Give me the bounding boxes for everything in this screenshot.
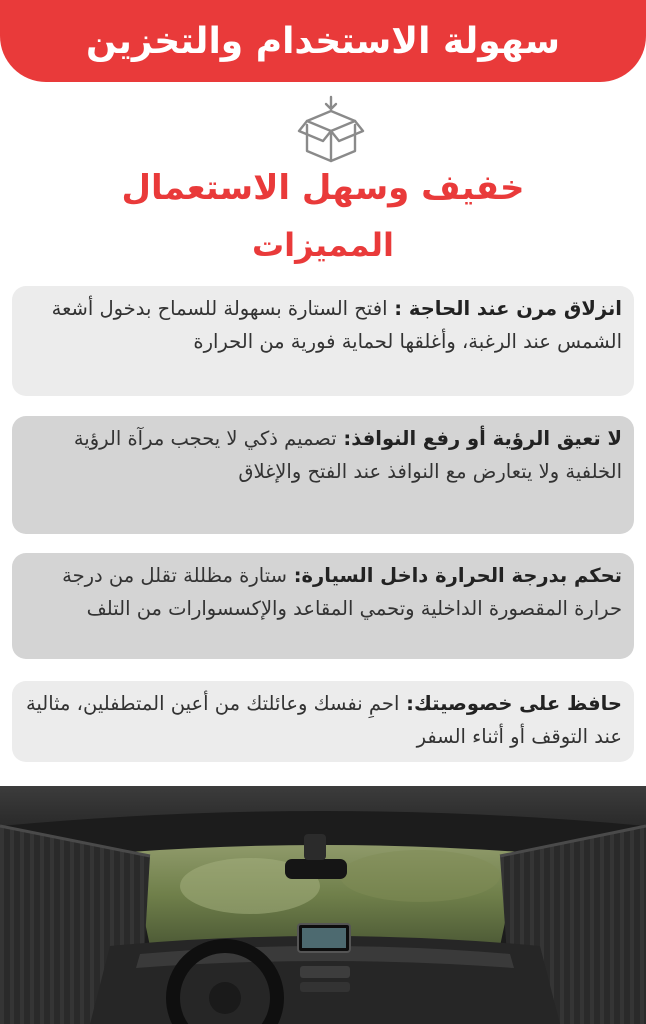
car-interior-photo xyxy=(0,786,646,1024)
features-heading: المميزات xyxy=(252,226,394,264)
feature-card xyxy=(12,416,634,534)
header-title: سهولة الاستخدام والتخزين xyxy=(85,20,561,62)
feature-card xyxy=(12,553,634,659)
feature-body: افتح الستارة بسهولة للسماح بدخول أشعة الشمس عند الرغبة، وأغلقها لحماية فورية من الحرارة xyxy=(51,297,622,353)
feature-title: انزلاق مرن عند الحاجة : xyxy=(387,297,622,320)
headline: خفيف وسهل الاستعمال xyxy=(121,168,525,208)
feature-card xyxy=(12,286,634,396)
feature-body: احمِ نفسك وعائلتك من أعين المتطفلين، مثالية عند التوقف أو أثناء السفر xyxy=(25,692,622,748)
feature-card xyxy=(12,681,634,762)
feature-body: تصميم ذكي لا يحجب مرآة الرؤية الخلفية ولا يتعارض مع النوافذ عند الفتح والإغلاق xyxy=(73,427,622,483)
feature-title: تحكم بدرجة الحرارة داخل السيارة: xyxy=(286,564,622,587)
header-banner xyxy=(0,0,646,82)
feature-body: ستارة مظللة تقلل من درجة حرارة المقصورة الداخلية وتحمي المقاعد والإكسسوارات من التلف xyxy=(62,564,622,620)
open-box-icon xyxy=(295,95,367,165)
feature-title: حافظ على خصوصيتك: xyxy=(399,692,622,715)
feature-title: لا تعيق الرؤية أو رفع النوافذ: xyxy=(336,427,622,450)
